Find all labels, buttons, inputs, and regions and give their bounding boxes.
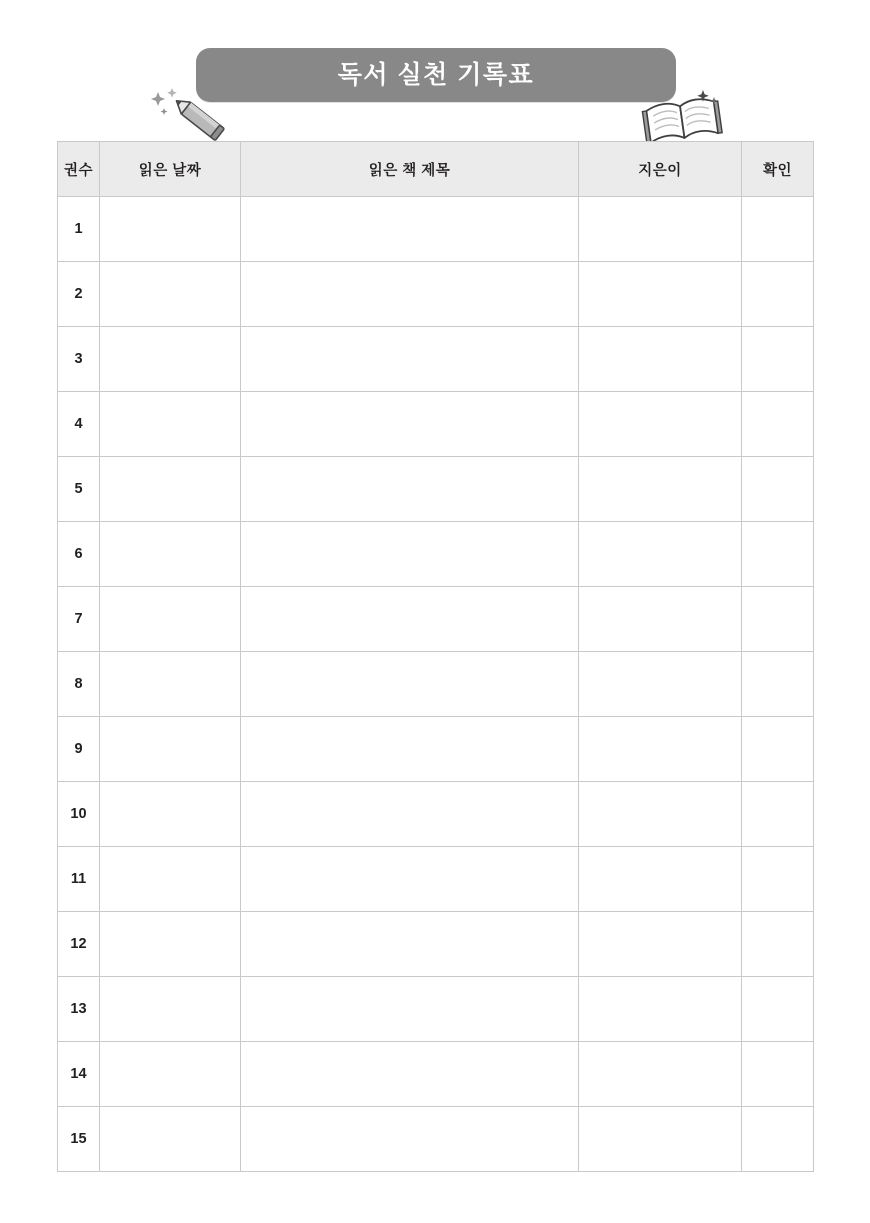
row-index: 5 [58, 457, 100, 522]
table-row [58, 977, 814, 1042]
cell-date[interactable] [100, 392, 241, 457]
cell-check[interactable] [742, 782, 814, 847]
row-index: 7 [58, 587, 100, 652]
cell-author[interactable] [579, 847, 742, 912]
cell-check[interactable] [742, 912, 814, 977]
cell-date[interactable] [100, 717, 241, 782]
cell-date[interactable] [100, 652, 241, 717]
table-row [58, 1042, 814, 1107]
row-index: 1 [58, 197, 100, 262]
table-row [58, 717, 814, 782]
cell-title[interactable] [241, 912, 579, 977]
cell-date[interactable] [100, 457, 241, 522]
cell-check[interactable] [742, 652, 814, 717]
header-zone [0, 40, 870, 116]
cell-title[interactable] [241, 652, 579, 717]
table-row [58, 457, 814, 522]
cell-author[interactable] [579, 717, 742, 782]
cell-title[interactable] [241, 1107, 579, 1172]
cell-date[interactable] [100, 587, 241, 652]
cell-title[interactable] [241, 457, 579, 522]
open-book-icon [640, 88, 722, 144]
row-index: 9 [58, 717, 100, 782]
cell-author[interactable] [579, 782, 742, 847]
cell-check[interactable] [742, 522, 814, 587]
table-head [58, 142, 814, 197]
row-index: 14 [58, 1042, 100, 1107]
column-header-author: 지은이 [579, 142, 742, 197]
cell-check[interactable] [742, 1042, 814, 1107]
cell-title[interactable] [241, 197, 579, 262]
table-row [58, 782, 814, 847]
cell-author[interactable] [579, 977, 742, 1042]
cell-check[interactable] [742, 392, 814, 457]
table-row [58, 652, 814, 717]
row-index: 11 [58, 847, 100, 912]
pencil-icon [168, 96, 230, 136]
column-header-check: 확인 [742, 142, 814, 197]
table-header-row [58, 142, 814, 197]
cell-date[interactable] [100, 522, 241, 587]
cell-author[interactable] [579, 587, 742, 652]
reading-record-table-wrap [57, 141, 813, 1172]
cell-date[interactable] [100, 197, 241, 262]
cell-date[interactable] [100, 977, 241, 1042]
table-row [58, 1107, 814, 1172]
reading-record-table [57, 141, 814, 1172]
cell-check[interactable] [742, 197, 814, 262]
row-index: 2 [58, 262, 100, 327]
column-header-index: 권수 [58, 142, 100, 197]
cell-title[interactable] [241, 717, 579, 782]
row-index: 8 [58, 652, 100, 717]
cell-date[interactable] [100, 327, 241, 392]
table-row [58, 327, 814, 392]
cell-title[interactable] [241, 847, 579, 912]
cell-date[interactable] [100, 1042, 241, 1107]
cell-author[interactable] [579, 197, 742, 262]
column-header-title: 읽은 책 제목 [241, 142, 579, 197]
cell-title[interactable] [241, 782, 579, 847]
cell-author[interactable] [579, 1107, 742, 1172]
table-row [58, 392, 814, 457]
table-row [58, 587, 814, 652]
cell-author[interactable] [579, 327, 742, 392]
cell-title[interactable] [241, 1042, 579, 1107]
cell-check[interactable] [742, 717, 814, 782]
page-title: 독서 실천 기록표 [337, 61, 535, 89]
column-header-date: 읽은 날짜 [100, 142, 241, 197]
cell-date[interactable] [100, 1107, 241, 1172]
cell-check[interactable] [742, 327, 814, 392]
cell-check[interactable] [742, 262, 814, 327]
row-index: 12 [58, 912, 100, 977]
cell-check[interactable] [742, 847, 814, 912]
table-row [58, 847, 814, 912]
cell-check[interactable] [742, 977, 814, 1042]
cell-title[interactable] [241, 522, 579, 587]
cell-date[interactable] [100, 782, 241, 847]
title-banner [196, 48, 676, 102]
cell-date[interactable] [100, 912, 241, 977]
cell-author[interactable] [579, 457, 742, 522]
table-row [58, 522, 814, 587]
row-index: 13 [58, 977, 100, 1042]
table-body [58, 197, 814, 1172]
row-index: 6 [58, 522, 100, 587]
table-row [58, 262, 814, 327]
cell-author[interactable] [579, 912, 742, 977]
cell-check[interactable] [742, 457, 814, 522]
cell-check[interactable] [742, 1107, 814, 1172]
cell-author[interactable] [579, 1042, 742, 1107]
cell-date[interactable] [100, 262, 241, 327]
cell-title[interactable] [241, 587, 579, 652]
cell-check[interactable] [742, 587, 814, 652]
cell-title[interactable] [241, 977, 579, 1042]
cell-author[interactable] [579, 652, 742, 717]
cell-author[interactable] [579, 392, 742, 457]
row-index: 15 [58, 1107, 100, 1172]
row-index: 3 [58, 327, 100, 392]
cell-date[interactable] [100, 847, 241, 912]
row-index: 10 [58, 782, 100, 847]
cell-title[interactable] [241, 327, 579, 392]
cell-author[interactable] [579, 522, 742, 587]
cell-title[interactable] [241, 392, 579, 457]
cell-title[interactable] [241, 262, 579, 327]
row-index: 4 [58, 392, 100, 457]
table-row [58, 197, 814, 262]
cell-author[interactable] [579, 262, 742, 327]
table-row [58, 912, 814, 977]
